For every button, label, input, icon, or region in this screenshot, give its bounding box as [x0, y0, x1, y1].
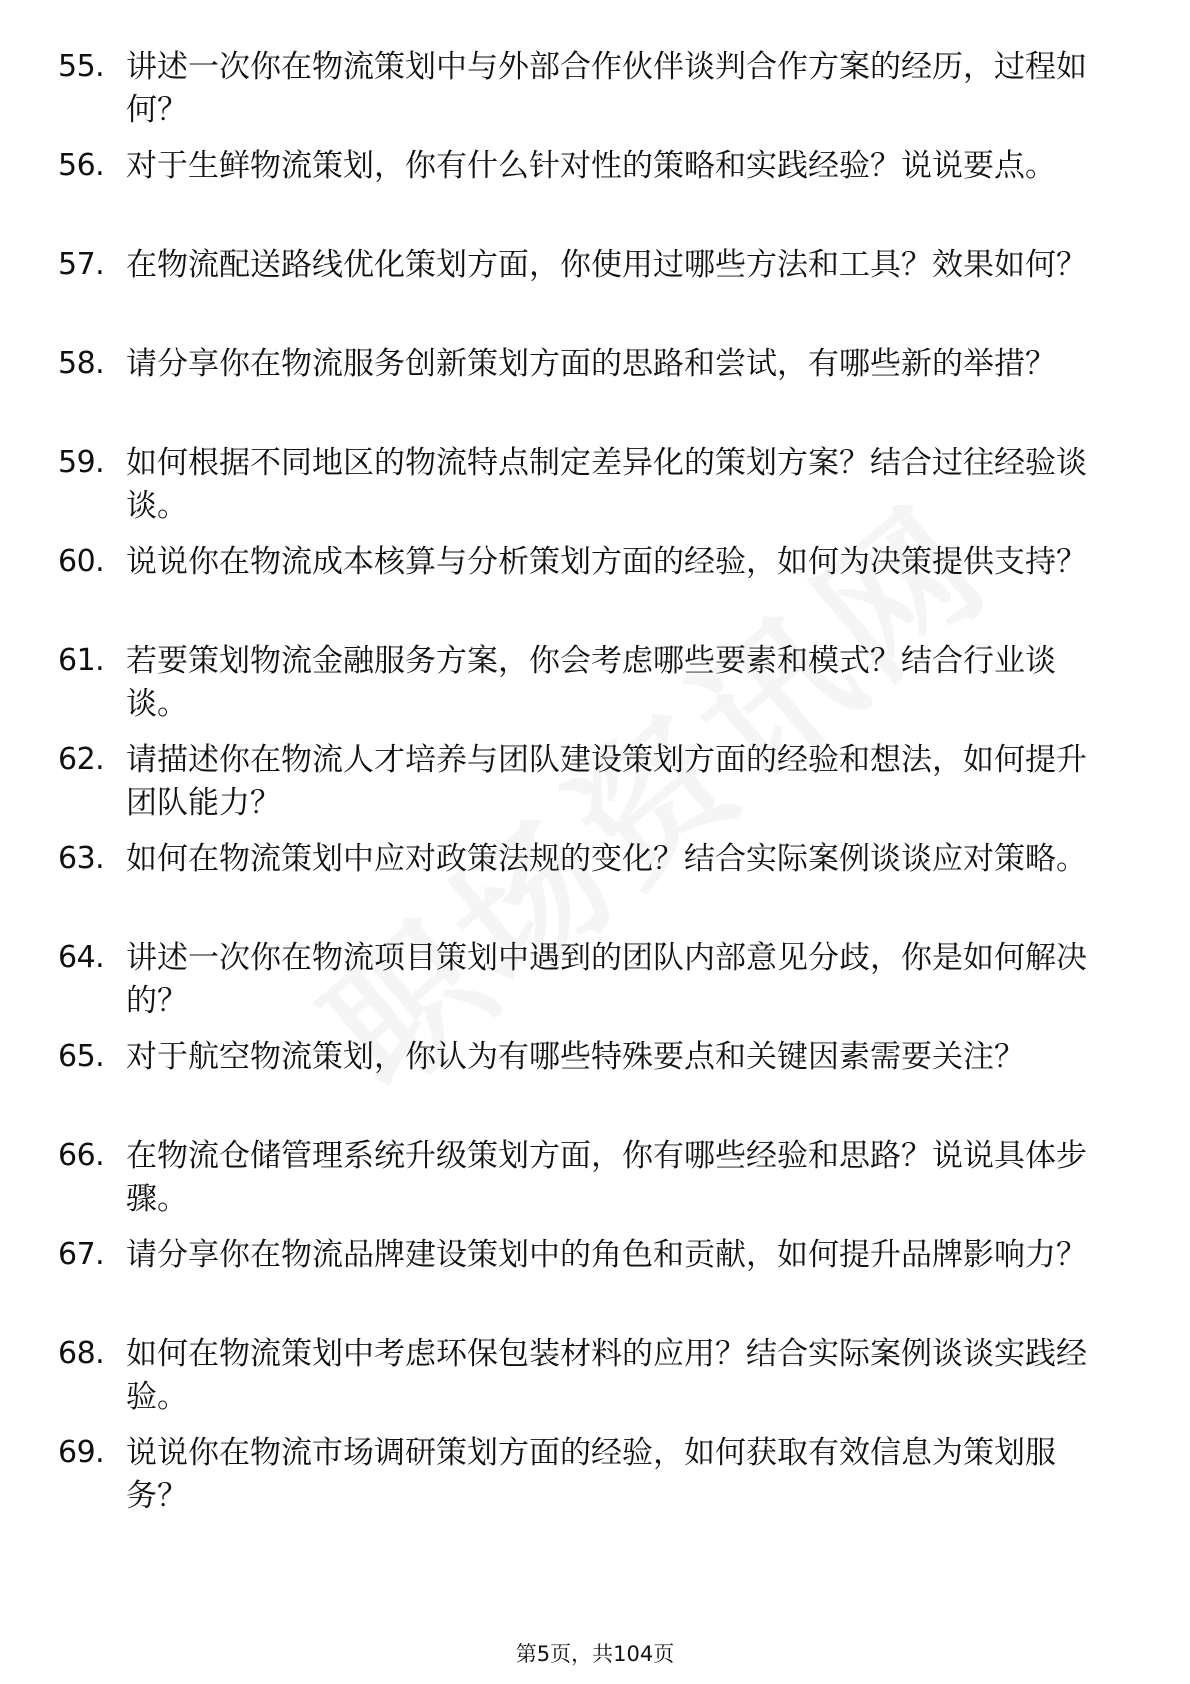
page-number-label: 第5页，共104页 [515, 1642, 675, 1666]
question-number: 61. [58, 643, 105, 678]
question-text: 对于生鲜物流策划，你有什么针对性的策略和实践经验？说说要点。 [126, 148, 1056, 184]
question-text: 如何在物流策划中应对政策法规的变化？结合实际案例谈谈应对策略。 [126, 841, 1087, 877]
question-text: 若要策划物流金融服务方案，你会考虑哪些要素和模式？结合行业谈谈。 [126, 643, 1056, 722]
question-text: 讲述一次你在物流项目策划中遇到的团队内部意见分歧，你是如何解决的？ [126, 940, 1087, 1019]
question-item [0, 1135, 1190, 1235]
question-item [0, 442, 1190, 542]
question-text: 请描述你在物流人才培养与团队建设策划方面的经验和想法，如何提升团队能力？ [126, 742, 1087, 821]
question-number: 56. [58, 148, 105, 183]
question-number: 64. [58, 940, 105, 975]
question-number: 66. [58, 1138, 105, 1173]
question-text: 如何根据不同地区的物流特点制定差异化的策划方案？结合过往经验谈谈。 [126, 445, 1087, 524]
question-item [0, 838, 1190, 938]
question-text: 如何在物流策划中考虑环保包装材料的应用？结合实际案例谈谈实践经验。 [126, 1336, 1087, 1415]
question-item [0, 1432, 1190, 1532]
question-number: 60. [58, 544, 105, 579]
question-number: 59. [58, 445, 105, 480]
page-footer [0, 1640, 1190, 1668]
question-text: 请分享你在物流服务创新策划方面的思路和尝试，有哪些新的举措？ [126, 346, 1056, 382]
question-number: 58. [58, 346, 105, 381]
question-item [0, 1036, 1190, 1136]
question-number: 68. [58, 1336, 105, 1371]
question-item [0, 46, 1190, 146]
question-text: 对于航空物流策划，你认为有哪些特殊要点和关键因素需要关注？ [126, 1039, 1025, 1075]
question-text: 在物流仓储管理系统升级策划方面，你有哪些经验和思路？说说具体步骤。 [126, 1138, 1087, 1217]
question-number: 63. [58, 841, 105, 876]
question-text: 请分享你在物流品牌建设策划中的角色和贡献，如何提升品牌影响力？ [126, 1237, 1087, 1273]
question-number: 67. [58, 1237, 105, 1272]
question-text: 说说你在物流市场调研策划方面的经验，如何获取有效信息为策划服务？ [126, 1435, 1056, 1514]
question-number: 57. [58, 247, 105, 282]
question-text: 说说你在物流成本核算与分析策划方面的经验，如何为决策提供支持？ [126, 544, 1087, 580]
question-number: 65. [58, 1039, 105, 1074]
question-number: 69. [58, 1435, 105, 1470]
question-number: 62. [58, 742, 105, 777]
question-item [0, 541, 1190, 641]
question-item [0, 244, 1190, 344]
question-item [0, 937, 1190, 1037]
question-text: 讲述一次你在物流策划中与外部合作伙伴谈判合作方案的经历，过程如何？ [126, 49, 1087, 128]
question-item [0, 1333, 1190, 1433]
question-item [0, 739, 1190, 839]
question-item [0, 145, 1190, 245]
question-text: 在物流配送路线优化策划方面，你使用过哪些方法和工具？效果如何？ [126, 247, 1087, 283]
question-item [0, 640, 1190, 740]
question-number: 55. [58, 49, 105, 84]
question-item [0, 343, 1190, 443]
question-item [0, 1234, 1190, 1334]
